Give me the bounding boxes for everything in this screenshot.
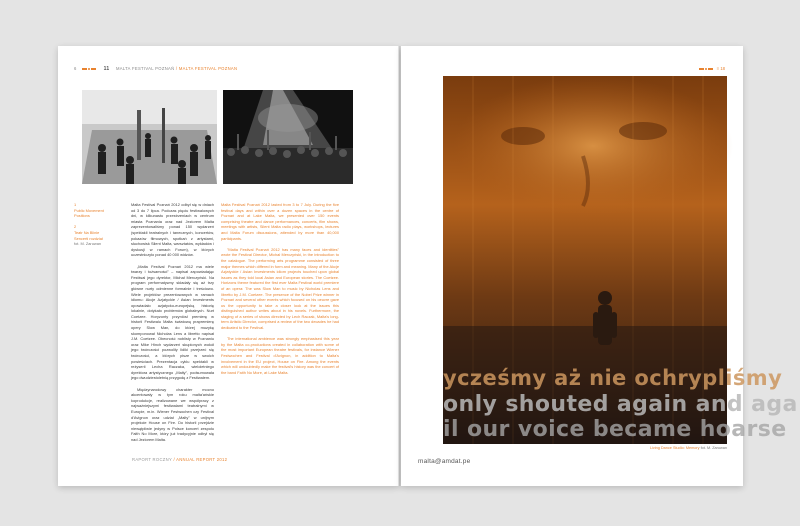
- performance-photo: [443, 76, 798, 444]
- page-url: malta@amdat.pe: [418, 458, 471, 465]
- festival-crowd-photo: [82, 90, 217, 184]
- right-running-header: [698, 66, 725, 71]
- polish-paragraph: „Malta Festival Poznań 2012 ma wiele twarzy i tożsamości" – napisał zapowiadając Festiwal jego dyrektor, Michał Merczyński. Na program performatywny składały się aż trzy główne nurty odmienne formalnie i treściowo. Wiele projektów prezentowanych w ramach idiomu: Akcje Azjatyckie / Asian Investments opowiadało azjatycko-europejską historię lokalnie, dotykało problemów globalnych. Nurt Coetzee. Horyzonty przyniósł premierę w historii Festiwalu Malta światową prapremierę opery Slow Man, do której muzykę skomponował Nicholas Lens a libretto napisał J.M. Coetzee. Obecność noblisty w Poznaniu oraz Mike Hinch wydarzeń skupionych wokół jego twórczości pozwoliły lidiki przejrzeć się twórczości, a których pisze w swoich powieściach. Prezentacja cyklu spektakli w reżyserii Lecha Raczaka, wieloletniego dyrektora artystycznego „Malty", podsumowała jego dwudziestoletnią przygodę z Festiwalem.: [131, 263, 214, 381]
- left-footer: RAPORT ROCZNY / ANNUAL REPORT 2012: [132, 457, 228, 462]
- running-title-en: MALTA FESTIVAL POZNAN: [178, 66, 238, 71]
- left-page: [58, 46, 399, 486]
- caption-text: Living Dance Studio: Memory: [649, 446, 700, 450]
- caption-2-credit: fot. M. Zaruwan: [74, 241, 102, 247]
- header-ornament-icon: [82, 66, 97, 71]
- concert-audience-photo: [223, 90, 353, 184]
- english-text-column: [221, 202, 339, 381]
- header-ornament-icon: [698, 66, 713, 71]
- performance-photo-caption: [443, 446, 727, 450]
- overlay-text-line: il our voice became hoarse: [443, 417, 787, 442]
- english-paragraph: Malta Festival Poznań 2012 lasted from 3 to 7 July. During the five festival days and within over a dozen spaces in the centre of Poznań and at Lake Malta, we presented over 150 events comprising theatre and dance performances, concerts, film shows, meetings with artists, Silent Malta radio plays, workshops, lectures and Malta Forum discussions, attended by more than 40,000 participants.: [221, 202, 339, 241]
- caption-1-title: Public Movement Positions: [74, 207, 104, 219]
- polish-paragraph: Międzynarodowy charakter mocno akcentowały w tym roku malta'ańskie koprodukcje, realizowane we współpracy z najważniejszymi festiwalami teatralnymi w Europie, m.in. Wiener Festwochen czy Festival d'Avignon oraz udział „Malty" w unijnym projekcie House on Fire. Do historii przejdzie niewątpliwie jedyny w Polsce koncert zespołu Faith No More, który już tradycyjnie odbył się nad Jeziorem Malta.: [131, 386, 214, 442]
- left-number: 6: [74, 66, 77, 71]
- caption-1-number: 1: [74, 202, 77, 207]
- photo-captions: [74, 202, 116, 252]
- left-running-header: 6 11 MALTA FESTIVAL POZNAŃ / MALTA FESTIVAL POZNAN: [74, 66, 238, 72]
- caption-credit: fot. M. Zaruwan: [700, 446, 727, 450]
- caption-2-number: 2: [74, 224, 77, 230]
- overlay-text-line: only shouted again and aga: [443, 392, 798, 417]
- footer-pl: RAPORT ROCZNY: [132, 457, 172, 462]
- caption-2-title: Teatr Na Blinie Sencerti rozdział: [74, 229, 103, 241]
- footer-en: ANNUAL REPORT 2012: [176, 457, 228, 462]
- running-title-pl: MALTA FESTIVAL POZNAŃ: [115, 66, 175, 71]
- english-paragraph: "Malta Festival Poznań 2012 has many faces and identities" wrote the Festival Director, Michał Merczyński, in the introduction to the catalogue. The performing arts programme consisted of three major themes which differed in form and meaning. Many of the Akcje Azjatyckie / Asian Investments idiom projects touched upon global issues as they told local Asian and European stories. The Coetzee. Horizons theme featured the first ever Malta Festival world premiere of an opera: The was Slow Man to music by Nicholas Lens and libretto by J.M. Coetzee. The presence of the Nobel Prize winner in Poznań and several other events which focused on his oeuvre gave us the opportunity to take a closer look at the issues this distinguished author writes about in his novels. Furthermore, the staging of a series of shows directed by Lech Raczak, Malta's long-term Artistic Director, comprised a review of the two decades he had dedicated to the Festival.: [221, 246, 340, 331]
- overlay-text-line: ycześmy aż nie ochrypliśmy: [443, 366, 783, 390]
- polish-paragraph: Malta Festival Poznań 2012 odbył się w dniach od 3 do 7 lipca. Podczas pięciu festiwalowych dni, w kilkunastu przestrzeniach w centrum miasta Poznania oraz nad Jeziorem Malta zaprezentowaliśmy ponad 150 wydarzeń (spektakli teatralnych i tanecznych, koncertów, pokazów filmowych, spotkań z artystami, słuchowisk Silent Malta, warsztatów, wykładów i dyskusji w ramach Forum), w których uczestniczyło ponad 40 000 widzów.: [131, 202, 214, 258]
- polish-text-column: [131, 202, 214, 448]
- right-page-number: ≡ 18: [716, 66, 725, 71]
- right-page: [401, 46, 798, 486]
- english-paragraph: The international ambience was strongly emphasised this year by the Malta co-productions created in collaboration with some of the most important European theatre festivals, for instance Wiener Festwochen and Festival d'Avignon, in addition to Malta's involvement in the EU project, House on Fire. Among the events which will undoubtedly make the festival's history was the concert of the band Faith No More, at Lake Malta.: [221, 336, 339, 375]
- page-number: 11: [103, 66, 110, 72]
